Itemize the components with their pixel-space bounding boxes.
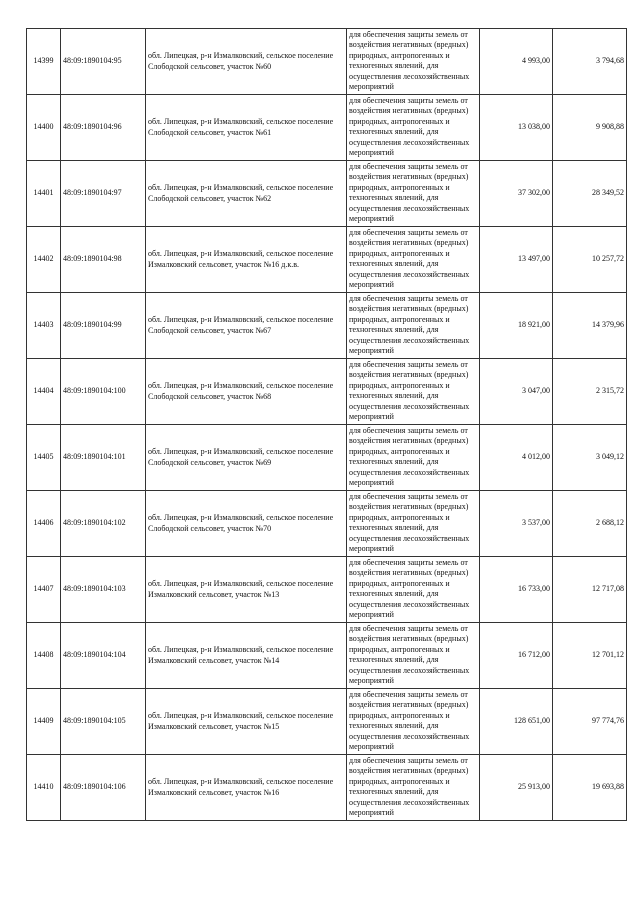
area-cell: 25 913,00: [480, 755, 553, 821]
cadastral-number-cell: 48:09:1890104:99: [61, 293, 146, 359]
purpose-text: для обеспечения защиты земель от воздействия негативных (вредных) природных, антропогенных и техногенных явлений, для осуществления лесохозяйственных мероприятий: [349, 689, 470, 751]
table-row: [27, 359, 627, 425]
row-number-cell: 14399: [27, 29, 61, 95]
cadastral-number-cell: 48:09:1890104:106: [61, 755, 146, 821]
purpose-text: для обеспечения защиты земель от воздействия негативных (вредных) природных, антропогенных и техногенных явлений, для осуществления лесохозяйственных мероприятий: [349, 755, 470, 817]
address-cell: обл. Липецкая, р-н Измалковский, сельское поселение Слободской сельсовет, участок №61: [146, 95, 347, 161]
cadastral-number-cell: 48:09:1890104:102: [61, 491, 146, 557]
purpose-cell: [347, 161, 480, 227]
row-number-cell: 14409: [27, 689, 61, 755]
area-cell: 4 012,00: [480, 425, 553, 491]
cadastral-number-cell: 48:09:1890104:95: [61, 29, 146, 95]
address-cell: обл. Липецкая, р-н Измалковский, сельское поселение Измалковский сельсовет, участок №13: [146, 557, 347, 623]
purpose-cell: [347, 227, 480, 293]
table-row: [27, 491, 627, 557]
purpose-text: для обеспечения защиты земель от воздействия негативных (вредных) природных, антропогенных и техногенных явлений, для осуществления лесохозяйственных мероприятий: [349, 95, 470, 157]
purpose-text: для обеспечения защиты земель от воздействия негативных (вредных) природных, антропогенных и техногенных явлений, для осуществления лесохозяйственных мероприятий: [349, 227, 470, 289]
row-number-cell: 14410: [27, 755, 61, 821]
table-row: [27, 557, 627, 623]
cadastral-number-cell: 48:09:1890104:100: [61, 359, 146, 425]
address-cell: обл. Липецкая, р-н Измалковский, сельское поселение Измалковский сельсовет, участок №16 д.к.в.: [146, 227, 347, 293]
purpose-cell: [347, 359, 480, 425]
table-row: [27, 689, 627, 755]
table-row: [27, 293, 627, 359]
area-cell: 4 993,00: [480, 29, 553, 95]
area-cell: 3 047,00: [480, 359, 553, 425]
land-registry-table: [26, 28, 627, 821]
address-cell: обл. Липецкая, р-н Измалковский, сельское поселение Слободской сельсовет, участок №70: [146, 491, 347, 557]
address-cell: обл. Липецкая, р-н Измалковский, сельское поселение Слободской сельсовет, участок №62: [146, 161, 347, 227]
address-cell: обл. Липецкая, р-н Измалковский, сельское поселение Измалковский сельсовет, участок №15: [146, 689, 347, 755]
purpose-text: для обеспечения защиты земель от воздействия негативных (вредных) природных, антропогенных и техногенных явлений, для осуществления лесохозяйственных мероприятий: [349, 491, 470, 553]
purpose-cell: [347, 491, 480, 557]
purpose-text: для обеспечения защиты земель от воздействия негативных (вредных) природных, антропогенных и техногенных явлений, для осуществления лесохозяйственных мероприятий: [349, 623, 470, 685]
value-cell: 97 774,76: [553, 689, 627, 755]
purpose-text: для обеспечения защиты земель от воздействия негативных (вредных) природных, антропогенных и техногенных явлений, для осуществления лесохозяйственных мероприятий: [349, 161, 470, 223]
table-row: [27, 623, 627, 689]
purpose-cell: [347, 29, 480, 95]
table-row: [27, 425, 627, 491]
table-row: [27, 95, 627, 161]
purpose-text: для обеспечения защиты земель от воздействия негативных (вредных) природных, антропогенных и техногенных явлений, для осуществления лесохозяйственных мероприятий: [349, 359, 470, 421]
cadastral-number-cell: 48:09:1890104:103: [61, 557, 146, 623]
address-cell: обл. Липецкая, р-н Измалковский, сельское поселение Слободской сельсовет, участок №60: [146, 29, 347, 95]
cadastral-number-cell: 48:09:1890104:101: [61, 425, 146, 491]
area-cell: 13 038,00: [480, 95, 553, 161]
address-cell: обл. Липецкая, р-н Измалковский, сельское поселение Измалковский сельсовет, участок №16: [146, 755, 347, 821]
address-cell: обл. Липецкая, р-н Измалковский, сельское поселение Слободской сельсовет, участок №69: [146, 425, 347, 491]
value-cell: 19 693,88: [553, 755, 627, 821]
cadastral-number-cell: 48:09:1890104:104: [61, 623, 146, 689]
area-cell: 16 733,00: [480, 557, 553, 623]
address-cell: обл. Липецкая, р-н Измалковский, сельское поселение Слободской сельсовет, участок №67: [146, 293, 347, 359]
purpose-text: для обеспечения защиты земель от воздействия негативных (вредных) природных, антропогенных и техногенных явлений, для осуществления лесохозяйственных мероприятий: [349, 425, 470, 487]
area-cell: 3 537,00: [480, 491, 553, 557]
row-number-cell: 14407: [27, 557, 61, 623]
row-number-cell: 14400: [27, 95, 61, 161]
cadastral-number-cell: 48:09:1890104:97: [61, 161, 146, 227]
row-number-cell: 14408: [27, 623, 61, 689]
table-body: [27, 29, 627, 821]
area-cell: 18 921,00: [480, 293, 553, 359]
area-cell: 16 712,00: [480, 623, 553, 689]
row-number-cell: 14404: [27, 359, 61, 425]
value-cell: 12 717,08: [553, 557, 627, 623]
value-cell: 14 379,96: [553, 293, 627, 359]
row-number-cell: 14401: [27, 161, 61, 227]
purpose-cell: [347, 689, 480, 755]
purpose-text: для обеспечения защиты земель от воздействия негативных (вредных) природных, антропогенных и техногенных явлений, для осуществления лесохозяйственных мероприятий: [349, 293, 470, 355]
purpose-cell: [347, 293, 480, 359]
area-cell: 13 497,00: [480, 227, 553, 293]
row-number-cell: 14403: [27, 293, 61, 359]
value-cell: 3 049,12: [553, 425, 627, 491]
row-number-cell: 14405: [27, 425, 61, 491]
area-cell: 37 302,00: [480, 161, 553, 227]
address-cell: обл. Липецкая, р-н Измалковский, сельское поселение Слободской сельсовет, участок №68: [146, 359, 347, 425]
value-cell: 12 701,12: [553, 623, 627, 689]
value-cell: 2 315,72: [553, 359, 627, 425]
value-cell: 2 688,12: [553, 491, 627, 557]
purpose-text: для обеспечения защиты земель от воздействия негативных (вредных) природных, антропогенных и техногенных явлений, для осуществления лесохозяйственных мероприятий: [349, 557, 470, 619]
purpose-cell: [347, 623, 480, 689]
value-cell: 10 257,72: [553, 227, 627, 293]
table-row: [27, 227, 627, 293]
value-cell: 3 794,68: [553, 29, 627, 95]
purpose-cell: [347, 95, 480, 161]
value-cell: 9 908,88: [553, 95, 627, 161]
area-cell: 128 651,00: [480, 689, 553, 755]
cadastral-number-cell: 48:09:1890104:105: [61, 689, 146, 755]
table-row: [27, 29, 627, 95]
cadastral-number-cell: 48:09:1890104:98: [61, 227, 146, 293]
purpose-text: для обеспечения защиты земель от воздействия негативных (вредных) природных, антропогенных и техногенных явлений, для осуществления лесохозяйственных мероприятий: [349, 29, 470, 91]
cadastral-number-cell: 48:09:1890104:96: [61, 95, 146, 161]
table-row: [27, 161, 627, 227]
purpose-cell: [347, 755, 480, 821]
row-number-cell: 14406: [27, 491, 61, 557]
row-number-cell: 14402: [27, 227, 61, 293]
value-cell: 28 349,52: [553, 161, 627, 227]
address-cell: обл. Липецкая, р-н Измалковский, сельское поселение Измалковский сельсовет, участок №14: [146, 623, 347, 689]
purpose-cell: [347, 425, 480, 491]
purpose-cell: [347, 557, 480, 623]
table-row: [27, 755, 627, 821]
